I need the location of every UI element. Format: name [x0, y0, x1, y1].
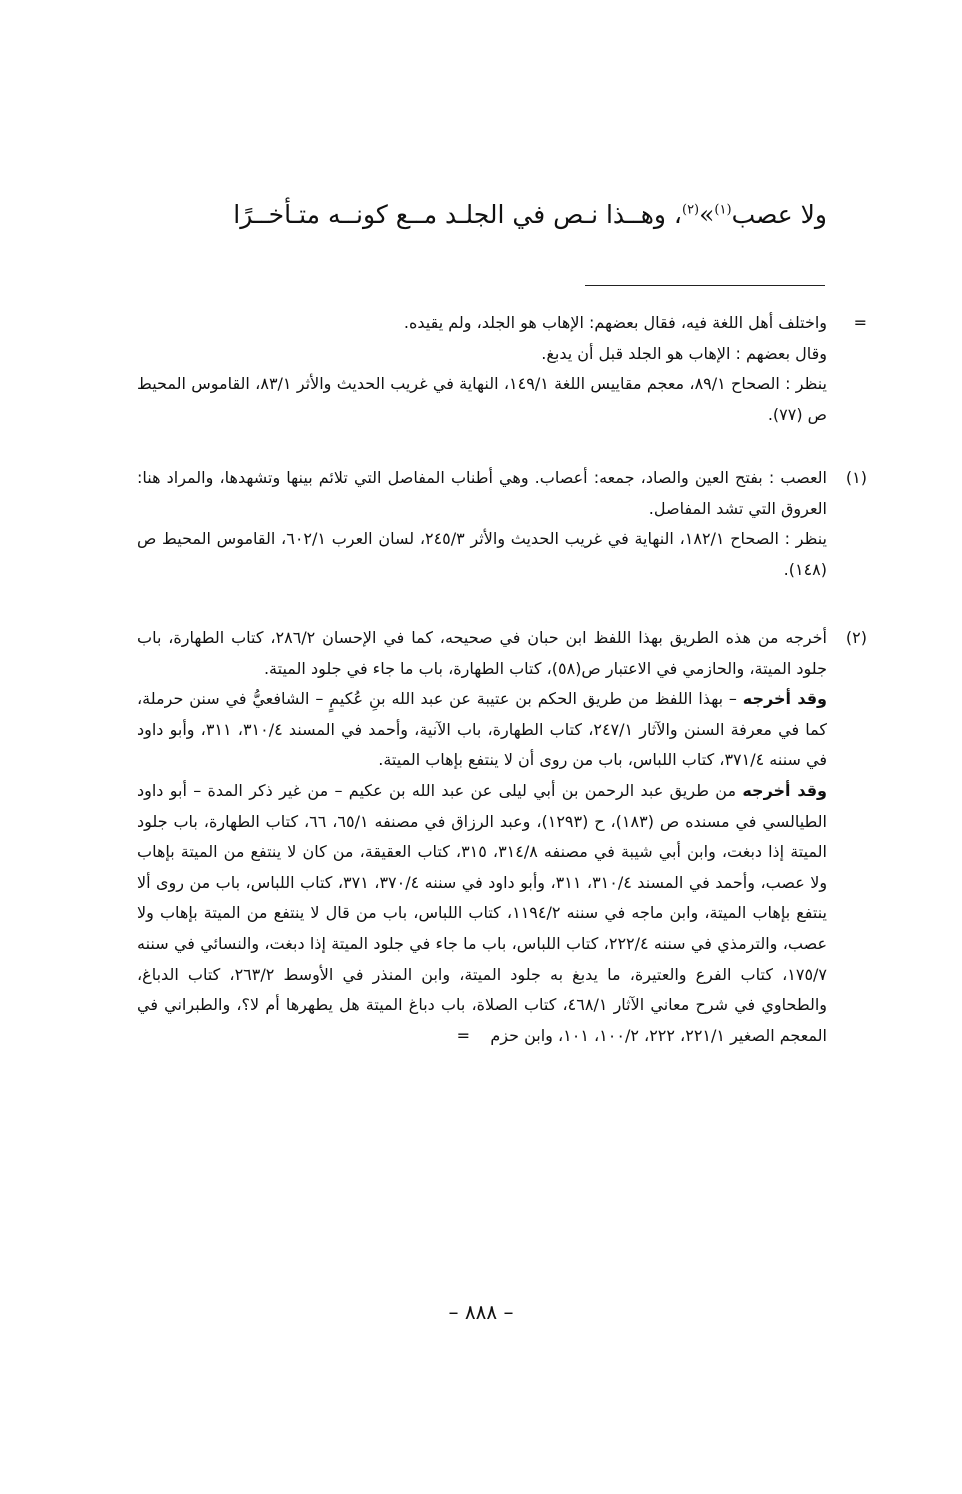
footnote-line: العصب : بفتح العين والصاد، جمعه: أعصاب. وهي أطناب المفاصل التي تلائم بينها وتشهدها، والمراد هنا: العروق التي تشد المفاصل.: [137, 468, 827, 518]
main-text-before-note: ولا عصب: [731, 200, 827, 229]
footnote-ref-2: (٢): [681, 202, 700, 218]
footnote-continuation: [137, 308, 867, 430]
footnote-1-marker: (١): [845, 468, 867, 487]
continued-marker: =: [456, 1025, 471, 1045]
footnote-2: [137, 623, 867, 1051]
footnote-line: ينظر : الصحاح ١٨٢/١، النهاية في غريب الحديث والأثر ٢٤٥/٣، لسان العرب ٦٠٢/١، القاموس المحيط ص (١٤٨).: [137, 529, 827, 579]
paragraph-text: – بهذا اللفظ من طريق الحكم بن عتيبة عن عبد الله بنِ عُكيمٍ – الشافعيُّ في سنن حرملة، كما في معرفة السنن والآثار ٢٤٧/١، كتاب الطهارة، باب الآنية، وأحمد في المسند ٣١٠/٤، ٣١١، وأبو داود في سننه ٣٧١/٤، كتاب اللباس، باب من روى أن لا ينتفع بإهاب الميتة.: [137, 689, 828, 770]
bold-lead: وقد أخرجه: [742, 689, 828, 709]
bold-lead: وقد أخرجه: [742, 780, 827, 800]
footnote-ref-1: (١): [714, 202, 732, 218]
closing-quote: »: [699, 200, 715, 229]
footnote-paragraph: أخرجه من هذه الطريق بهذا اللفظ ابن حبان في صحيحه، كما في الإحسان ٢٨٦/٢، كتاب الطهارة، باب جلود الميتة، والحازمي في الاعتبار ص(٥٨)، كتاب الطهارة، باب ما جاء في جلود الميتة.: [137, 628, 827, 678]
page-number: – ٨٨٨ –: [448, 1300, 514, 1324]
footnote-line: واختلف أهل اللغة فيه، فقال بعضهم: الإهاب هو الجلد، ولم يقيده.: [403, 313, 827, 332]
main-text-after-notes: ، وهــذا نـص في الجلـد مــع كونــه متـأخــرًا: [233, 200, 682, 229]
footnote-separator: [585, 285, 825, 286]
footnote-line: ينظر : الصحاح ٨٩/١، معجم مقاييس اللغة ١٤٩/١، النهاية في غريب الحديث والأثر ٨٣/١، القاموس المحيط ص (٧٧).: [137, 374, 828, 424]
footnote-paragraph: [137, 776, 827, 1051]
continuation-marker: =: [853, 313, 867, 332]
footnote-1: [137, 463, 867, 585]
footnote-2-marker: (٢): [845, 628, 867, 647]
footnote-paragraph: [137, 684, 827, 776]
main-text-line: [107, 200, 827, 229]
paragraph-text: من طريق عبد الرحمن بن أبي ليلى عن عبد الله بن عكيم – من غير ذكر المدة – أبو داود الطيالسي في مسنده ص (١٨٣)، ح (١٢٩٣)، وعبد الرزاق في مصنفه ٦٥/١، ٦٦، كتاب الطهارة، باب جلود الميتة إذا دبغت، وابن أبي شيبة في مصنفه ٣١٤/٨، ٣١٥، كتاب العقيقة، من كان لا ينتفع من الميتة بإهاب ولا عصب، وأحمد في المسند ٣١٠/٤، ٣١١، وأبو داود في سننه ٣٧٠/٤، ٣٧١، كتاب اللباس، باب من روى ألا ينتفع بإهاب الميتة، وابن ماجه في سننه ١١٩٤/٢، كتاب اللباس، باب من قال لا ينتفع من الميتة بإهاب ولا عصب، والترمذي في سننه ٢٢٢/٤، كتاب اللباس، باب ما جاء في جلود الميتة إذا دبغت، والنسائي في سننه ١٧٥/٧، كتاب الفرع والعتيرة، ما يدبغ به جلود الميتة، وابن المنذر في الأوسط ٢٦٣/٢، كتاب الدباغ، والطحاوي في شرح معاني الآثار ٤٦٨/١، كتاب الصلاة، باب دباغ الميتة هل يطهرها أم لا؟، والطبراني في المعجم الصغير ٢٢١/١، ٢٢٢، ١٠٠/٢، ١٠١، وابن حزم: [137, 780, 828, 1045]
footnote-line: وقال بعضهم : الإهاب هو الجلد قبل أن يدبغ.: [541, 343, 827, 363]
